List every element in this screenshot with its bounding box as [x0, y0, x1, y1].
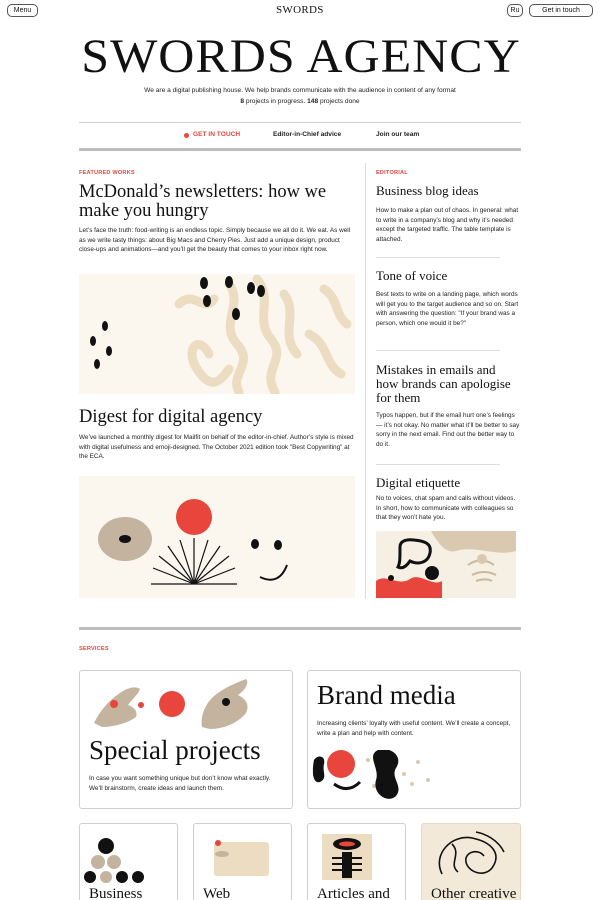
service-card-business[interactable] — [79, 823, 178, 900]
tagline-text: We are a digital publishing house. We help brands communicate with the audience in content of any format — [144, 87, 456, 94]
menu-button[interactable]: Menu — [7, 4, 38, 17]
abstract-shapes-icon — [79, 274, 355, 394]
editorial-title-tone[interactable]: Tone of voice — [376, 268, 448, 283]
services-kicker: SERVICES — [79, 646, 109, 652]
hero-title: SWORDS AGENCY — [81, 29, 521, 83]
projects-in-progress-label: projects in progress. — [245, 98, 306, 105]
project-stats — [78, 96, 522, 107]
editorial-text-tone: Best texts to write on a landing page, which words will get you to the target audience and so on. Start with answering the question: "If your brand was a person, which one would it be?" — [376, 291, 519, 327]
other-creative-card-title: Other creative — [431, 886, 517, 900]
nav-join-team[interactable]: Join our team — [376, 131, 420, 138]
hands-icon — [80, 671, 293, 741]
get-in-touch-button[interactable]: Get in touch — [529, 4, 593, 17]
site-logo[interactable]: SWORDS — [276, 4, 324, 16]
editorial-separator — [376, 257, 500, 258]
molecule-icon — [80, 824, 178, 884]
get-in-touch-dot-icon — [184, 133, 189, 138]
editorial-title-mistakes[interactable]: Mistakes in emails and how brands can apologise for them — [376, 362, 511, 405]
service-card-articles[interactable] — [307, 823, 406, 900]
etiquette-illustration[interactable] — [376, 531, 516, 598]
blob-shapes-icon — [308, 750, 521, 809]
language-button[interactable]: Ru — [507, 4, 523, 17]
projects-done-count: 148 — [307, 98, 319, 105]
editorial-text-blog-ideas: How to make a plan out of chaos. In general: what to write in a company’s blog and why it’s needed except the targeted traffic. The table template is attached. — [376, 207, 519, 243]
editorial-title-blog-ideas[interactable]: Business blog ideas — [376, 183, 479, 198]
service-card-other-creative[interactable] — [421, 823, 521, 900]
mcdonalds-illustration[interactable] — [79, 274, 355, 394]
column-divider — [365, 163, 366, 599]
brand-media-text: Increasing clients’ loyalty with useful content. We’ll create a concept, write a plan and help with content. — [317, 720, 511, 737]
editorial-kicker: EDITORIAL — [376, 170, 408, 176]
special-projects-text: In case you want something unique but don’t know what exactly. We’ll brainstorm, create ideas and launch them. — [89, 775, 271, 792]
totem-icon — [308, 824, 406, 884]
editorial-text-etiquette: No to voices, chat spam and calls without videos. In short, how to communicate with colleagues so that they won’t hate you. — [376, 495, 516, 521]
special-projects-title: Special projects — [89, 735, 261, 765]
scribble-icon — [422, 824, 521, 884]
featured-kicker: FEATURED WORKS — [79, 170, 135, 176]
service-card-brand-media[interactable] — [307, 670, 521, 809]
hero-tagline — [78, 85, 522, 107]
editorial-text-mistakes: Typos happen, but if the email hurt one’s feelings — it’s not okay. No matter what it’ll be better to say sorry in the next email. Find out the better way to do it. — [376, 412, 520, 448]
divider — [79, 122, 521, 123]
articles-card-title: Articles and — [317, 886, 390, 900]
editorial-separator — [376, 350, 500, 351]
browser-window-icon — [194, 824, 292, 884]
service-card-special-projects[interactable] — [79, 670, 293, 809]
service-card-web[interactable] — [193, 823, 292, 900]
featured-title-digest[interactable]: Digest for digital agency — [79, 407, 263, 427]
projects-done-label: projects done — [320, 98, 360, 105]
services-divider — [79, 627, 521, 630]
chat-bubbles-icon — [376, 531, 516, 598]
featured-text-mcdonalds: Let’s face the truth: food-writing is an endless topic. Simply because we all do it. We eat. As well as we write tasty things: about Big Macs and Cherry Pies. Just add a unique design, product close-ups and animations—and you’ll get the beauty that comes to your inbox right now. — [79, 227, 351, 253]
editorial-separator — [376, 464, 500, 465]
featured-title-mcdonalds[interactable]: McDonald’s newsletters: how we make you hungry — [79, 182, 327, 221]
nav-editor-advice[interactable]: Editor-in-Chief advice — [273, 131, 342, 138]
featured-text-digest: We’ve launched a monthly digest for Mailfit on behalf of the editor-in-chief. Author’s style is mixed with digital usefulness and emoji-designed. The October 2021 edition took "Best Copywriting" at the ECA. — [79, 434, 354, 460]
projects-in-progress-count: 8 — [240, 98, 245, 105]
web-card-title: Web — [203, 886, 231, 900]
divider-thick — [79, 148, 521, 151]
brand-media-title: Brand media — [317, 680, 456, 710]
face-sun-icon — [79, 476, 355, 598]
editorial-title-etiquette[interactable]: Digital etiquette — [376, 475, 461, 490]
digest-illustration[interactable] — [79, 476, 355, 598]
business-card-title: Business — [89, 886, 143, 900]
nav-get-in-touch[interactable]: GET IN TOUCH — [193, 131, 241, 138]
